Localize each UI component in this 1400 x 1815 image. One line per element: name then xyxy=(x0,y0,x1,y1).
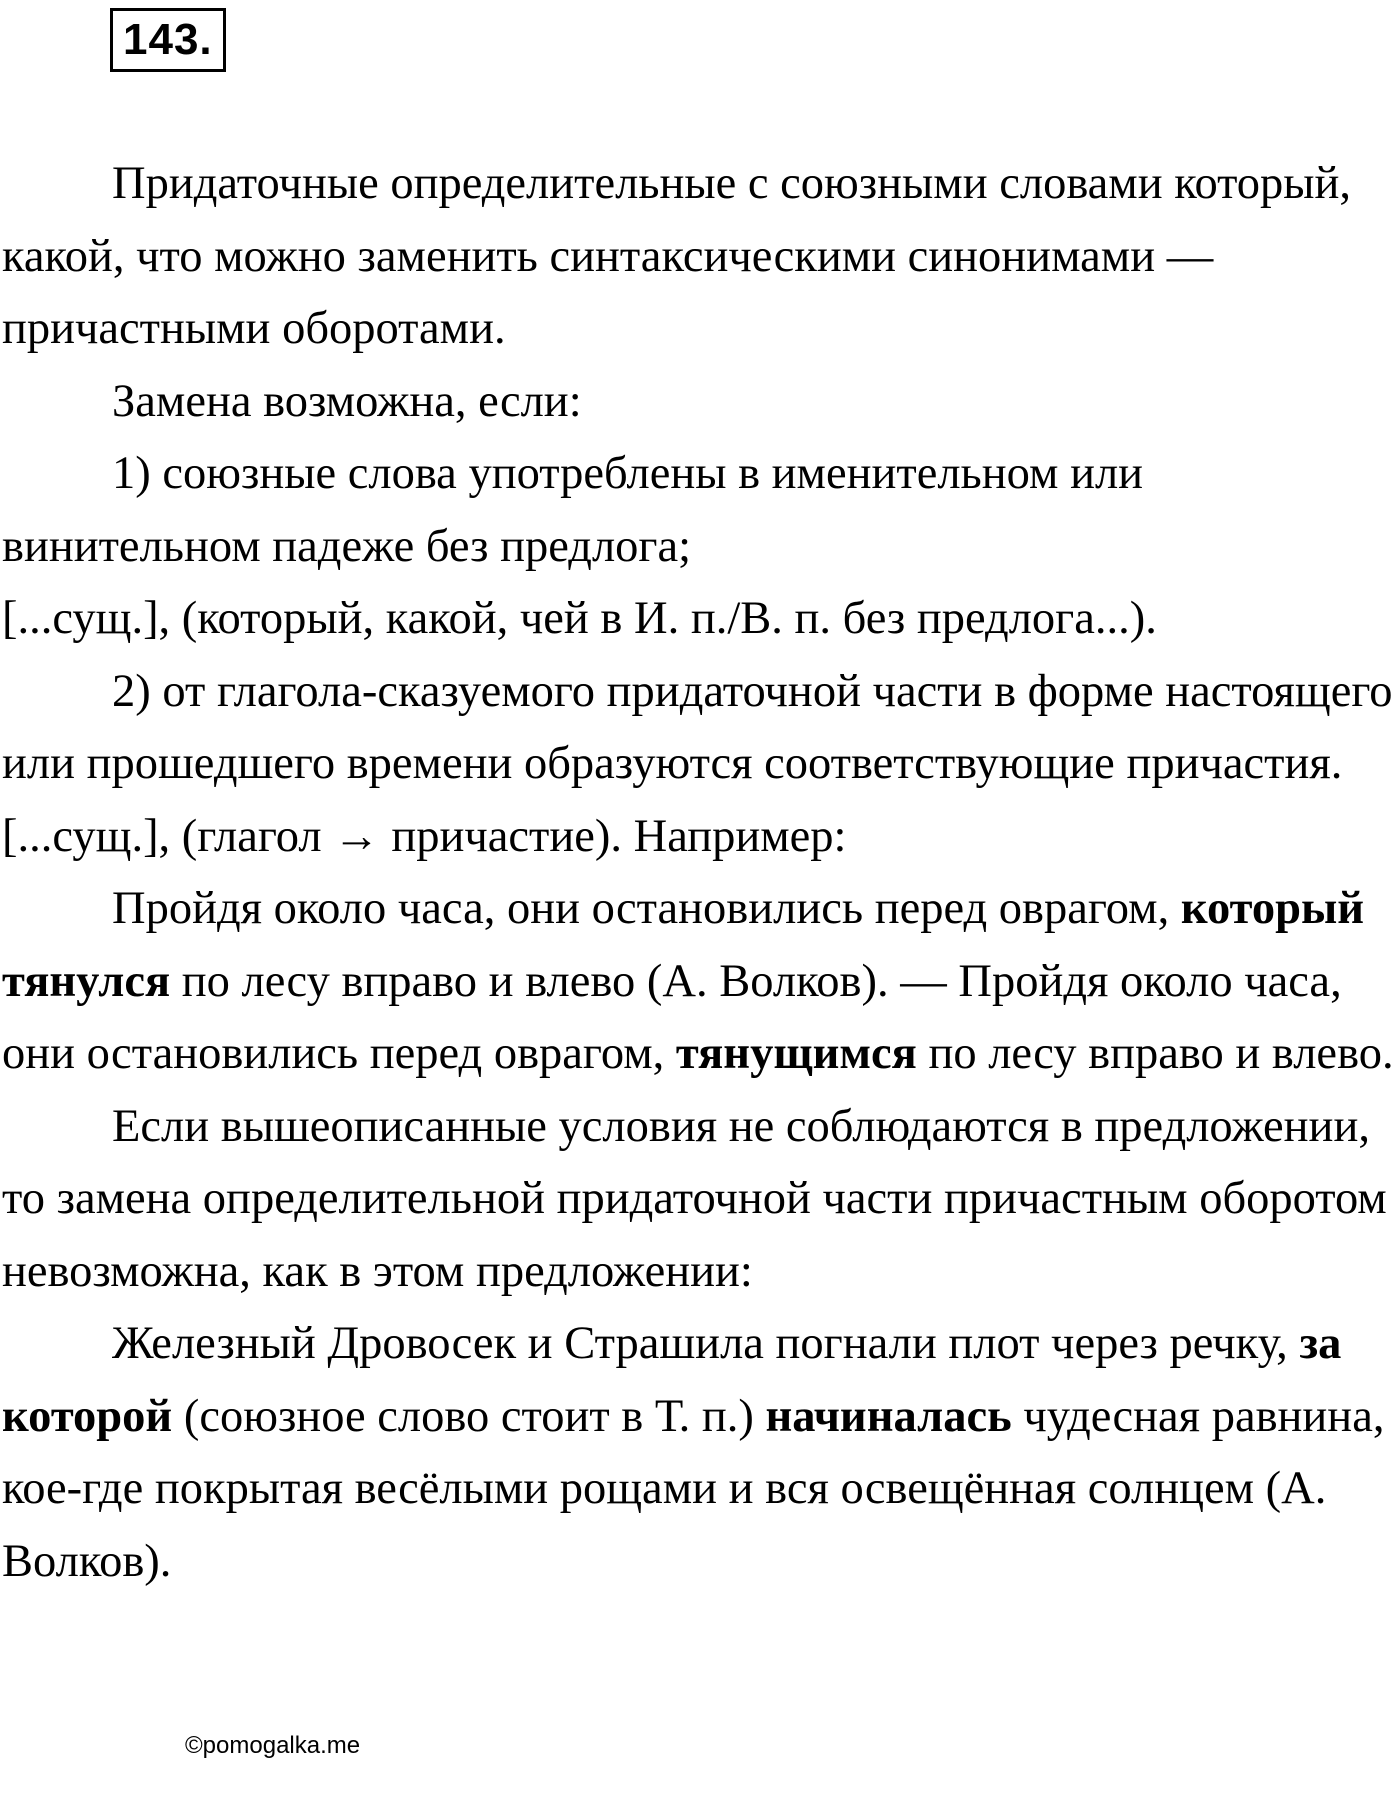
paragraph-exception: Если вышеописанные условия не соблюдаются в предложении, то замена определительной придаточной части причастным оборотом невозможна, как в этом предложении: xyxy=(2,1100,1387,1297)
example-1-bold-1: который тянулся xyxy=(2,883,1365,1007)
example-2 xyxy=(2,1308,1398,1598)
task-number-box: 143. xyxy=(110,8,226,72)
paragraph-conditions-title: Замена возможна, если: xyxy=(112,375,582,427)
paragraph-condition-2: 2) от глагола-сказуемого придаточной части в форме настоящего или прошедшего времени образуются соответствующие причастия. xyxy=(2,665,1393,789)
paragraph-intro: Придаточные определительные с союзными словами который, какой, что можно заменить синтаксическими синонимами — причастными оборотами. xyxy=(2,158,1352,354)
watermark: ©pomogalka.me xyxy=(182,1732,363,1760)
example-1 xyxy=(2,873,1398,1091)
paragraph-condition-1: 1) союзные слова употреблены в именительном или винительном падеже без предлога; xyxy=(2,448,1144,572)
example-1-part-a: Пройдя около часа, они остановились перед оврагом, xyxy=(112,883,1181,934)
example-2-part-a: Железный Дровосек и Страшила погнали плот через речку, xyxy=(112,1318,1300,1369)
scheme-2: [...сущ.], (глагол → причастие). Например: xyxy=(2,810,847,862)
text-body xyxy=(2,148,1398,1598)
example-2-bold-2: начиналась xyxy=(765,1390,1012,1442)
example-1-bold-2: тянущимся xyxy=(675,1028,917,1079)
example-2-bold-1: за которой xyxy=(2,1318,1342,1442)
example-1-part-d: по лесу вправо и влево. xyxy=(916,1028,1394,1079)
example-1-part-c: по лесу вправо и влево (А. Волков). — Пройдя около часа, они остановились перед оврагом, xyxy=(2,955,1342,1079)
example-2-part-d: чудесная равнина, кое-где покрытая весёлыми рощами и вся освещённая солнцем (А. Волков). xyxy=(2,1390,1385,1587)
scheme-1: [...сущ.], (который, какой, чей в И. п./В. п. без предлога...). xyxy=(2,593,1157,644)
example-2-part-c: (союзное слово стоит в Т. п.) xyxy=(172,1390,766,1442)
